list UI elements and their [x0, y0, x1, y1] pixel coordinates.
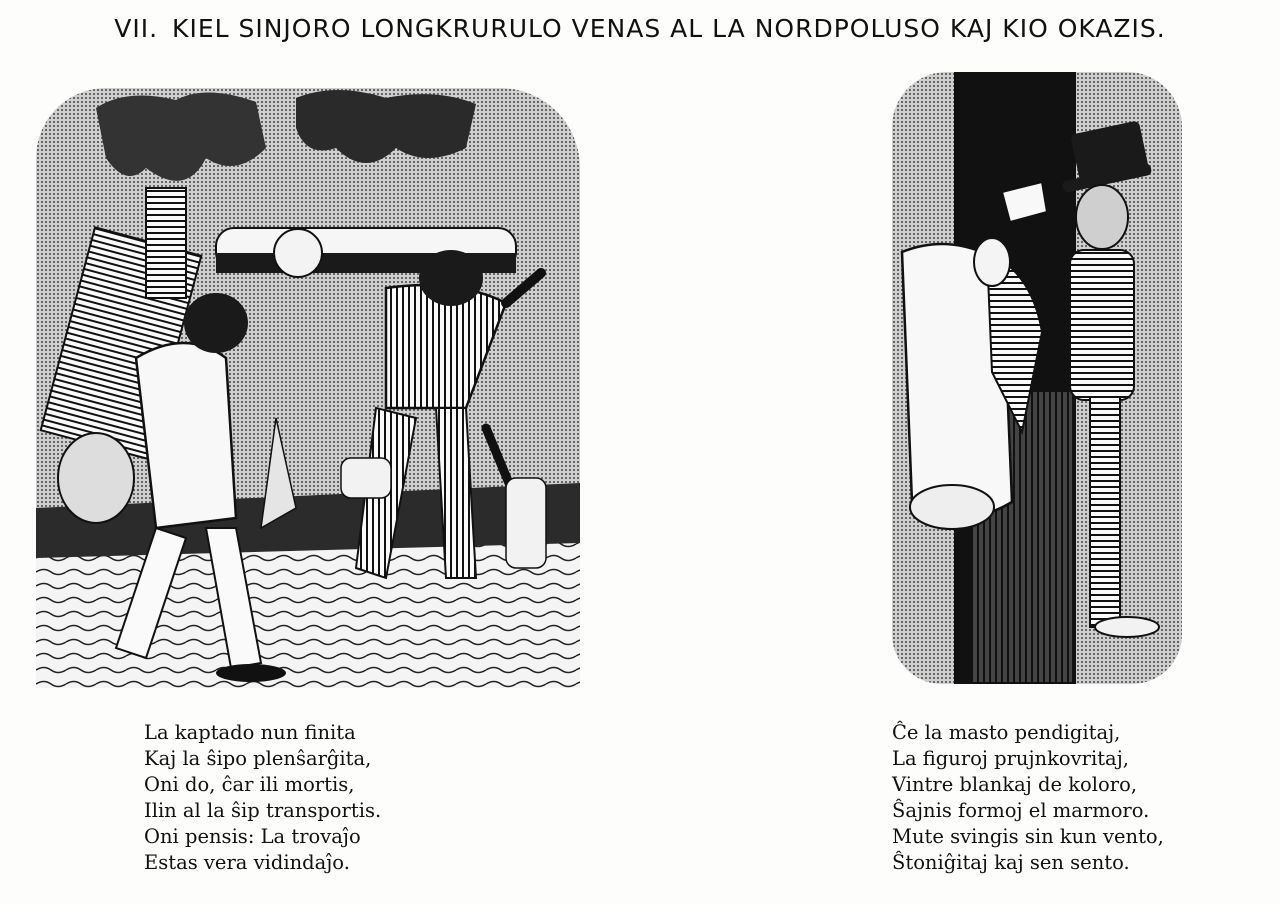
chapter-title: KIEL SINJORO LONGKRURULO VENAS AL LA NORDPOLUSO KAJ KIO OKAZIS.: [172, 14, 1166, 43]
carrying-scene-drawing: [36, 88, 580, 688]
verse-line: Estas vera vidindaĵo.: [144, 851, 350, 874]
verse-line: Oni do, ĉar ili mortis,: [144, 773, 355, 796]
verse-right: [892, 720, 1164, 876]
verse-line: Vintre blankaj de koloro,: [892, 773, 1138, 796]
verse-line: Mute svingis sin kun vento,: [892, 825, 1164, 848]
verse-line: Oni pensis: La trovaĵo: [144, 825, 361, 848]
illustration-figures-at-mast: [892, 72, 1182, 684]
verse-line: Ilin al la ŝip transportis.: [144, 799, 382, 822]
verse-line: Kaj la ŝipo plenŝarĝita,: [144, 747, 372, 770]
verse-line: Ŝajnis formoj el marmoro.: [892, 799, 1150, 822]
verse-line: Ĉe la masto pendigitaj,: [892, 721, 1121, 744]
verse-line: Ŝtoniĝitaj kaj sen sento.: [892, 851, 1130, 874]
illustration-carrying-frozen-figures: [36, 88, 580, 688]
chapter-numeral: VII.: [114, 14, 159, 43]
mast-scene-drawing: [892, 72, 1182, 684]
page-title: [0, 14, 1280, 43]
verse-line: La kaptado nun finita: [144, 721, 356, 744]
verse-left: [144, 720, 381, 876]
verse-line: La figuroj prujnkovritaj,: [892, 747, 1129, 770]
